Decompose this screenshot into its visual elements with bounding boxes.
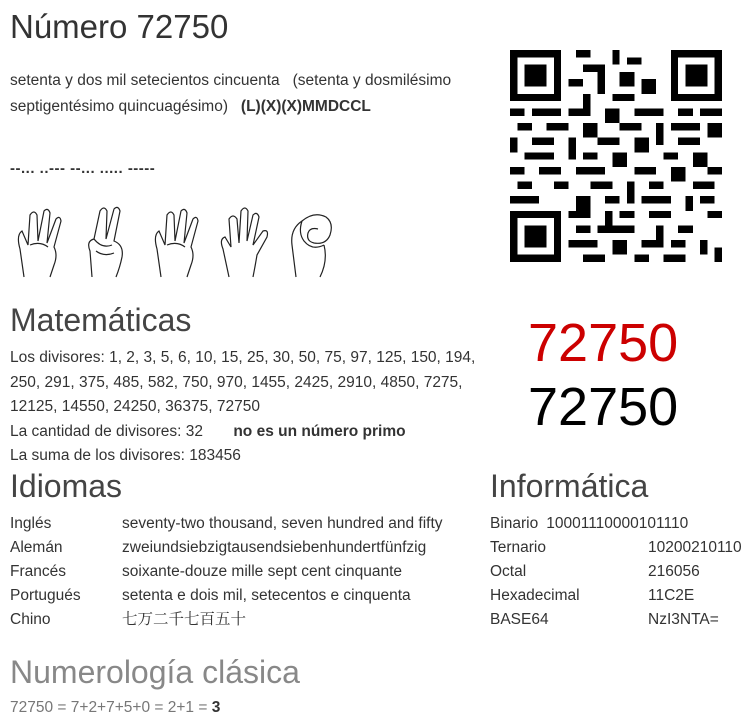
language-value: 七万二千七百五十 xyxy=(122,611,247,628)
info-row xyxy=(490,560,742,584)
prime-status: no es un número primo xyxy=(233,422,406,440)
language-name: Alemán xyxy=(10,539,63,556)
roman-numeral: (L)(X)(X)MMDCCL xyxy=(240,98,371,115)
info-row xyxy=(490,512,742,536)
info-value: NzI3NTA= xyxy=(648,611,719,628)
numerology-formula: 72750 = 7+2+7+5+0 = 2+1 = xyxy=(10,699,208,716)
language-value: zweiundsiebzigtausendsiebenhundertfünfzig xyxy=(122,539,427,556)
divisors-line xyxy=(10,346,485,420)
number-description xyxy=(10,68,480,120)
number-ordinal: (setenta y dosmilésimo septigentésimo quincuagésimo) xyxy=(10,72,452,115)
page-title: Número 72750 xyxy=(10,8,229,45)
language-name: Chino xyxy=(10,611,51,628)
language-name: Francés xyxy=(10,563,66,580)
divisor-sum-label: La suma de los divisores: xyxy=(10,447,185,464)
language-row xyxy=(10,560,443,584)
hand-signs xyxy=(10,205,348,284)
info-label: Hexadecimal xyxy=(490,587,580,604)
language-row xyxy=(10,584,443,608)
big-number-red: 72750 xyxy=(528,313,679,373)
divisors-list: 1, 2, 3, 5, 6, 10, 15, 25, 30, 50, 75, 97, 125, 150, 194, 250, 291, 375, 485, 582, 750, 970, 1455, 2425, 2910, 4850, 7275, 12125, 14550, 24250, 36375, 72750 xyxy=(10,349,476,415)
numerology-line xyxy=(10,699,220,717)
hand-seven-icon xyxy=(10,205,68,279)
hand-five-icon xyxy=(215,205,273,279)
math-section xyxy=(10,346,485,469)
morse-code: --... ..--- --... ..... ----- xyxy=(10,160,156,177)
info-row xyxy=(490,536,742,560)
big-number-black: 72750 xyxy=(528,377,679,437)
language-row xyxy=(10,536,443,560)
number-words: setenta y dos mil setecientos cincuenta xyxy=(10,72,280,89)
divisor-sum-line xyxy=(10,444,485,469)
info-row xyxy=(490,584,742,608)
info-label: Binario xyxy=(490,515,539,532)
divisor-count: 32 xyxy=(185,422,204,440)
language-row xyxy=(10,512,443,536)
info-value: 11C2E xyxy=(648,587,695,604)
languages-heading: Idiomas xyxy=(10,468,123,504)
divisors-label: Los divisores: xyxy=(10,349,105,366)
language-value: seventy-two thousand, seven hundred and fifty xyxy=(122,515,443,532)
language-name: Portugués xyxy=(10,587,81,604)
language-value: soixante-douze mille sept cent cinquante xyxy=(122,563,403,580)
divisor-count-line xyxy=(10,420,485,445)
hand-zero-icon xyxy=(284,205,342,279)
info-label: BASE64 xyxy=(490,611,549,628)
languages-table xyxy=(10,512,443,632)
info-label: Octal xyxy=(490,563,527,580)
info-value: 10200210110 xyxy=(648,539,742,556)
numerology-result: 3 xyxy=(211,699,221,716)
math-heading: Matemáticas xyxy=(10,302,192,338)
info-row xyxy=(490,608,742,632)
qr-code-image xyxy=(510,50,722,262)
informatica-heading: Informática xyxy=(490,468,649,504)
info-value: 10001110000101110 xyxy=(546,515,689,532)
hand-two-icon xyxy=(78,205,136,279)
numerology-heading: Numerología clásica xyxy=(10,654,300,690)
language-name: Inglés xyxy=(10,515,52,532)
language-row xyxy=(10,608,443,632)
info-value: 216056 xyxy=(648,563,700,580)
info-label: Ternario xyxy=(490,539,546,556)
informatica-table xyxy=(490,512,742,632)
divisor-count-label: La cantidad de divisores: xyxy=(10,422,182,440)
language-value: setenta e dois mil, setecentos e cinquenta xyxy=(122,587,411,604)
hand-seven-icon-2 xyxy=(147,205,205,279)
divisor-sum: 183456 xyxy=(189,447,241,464)
